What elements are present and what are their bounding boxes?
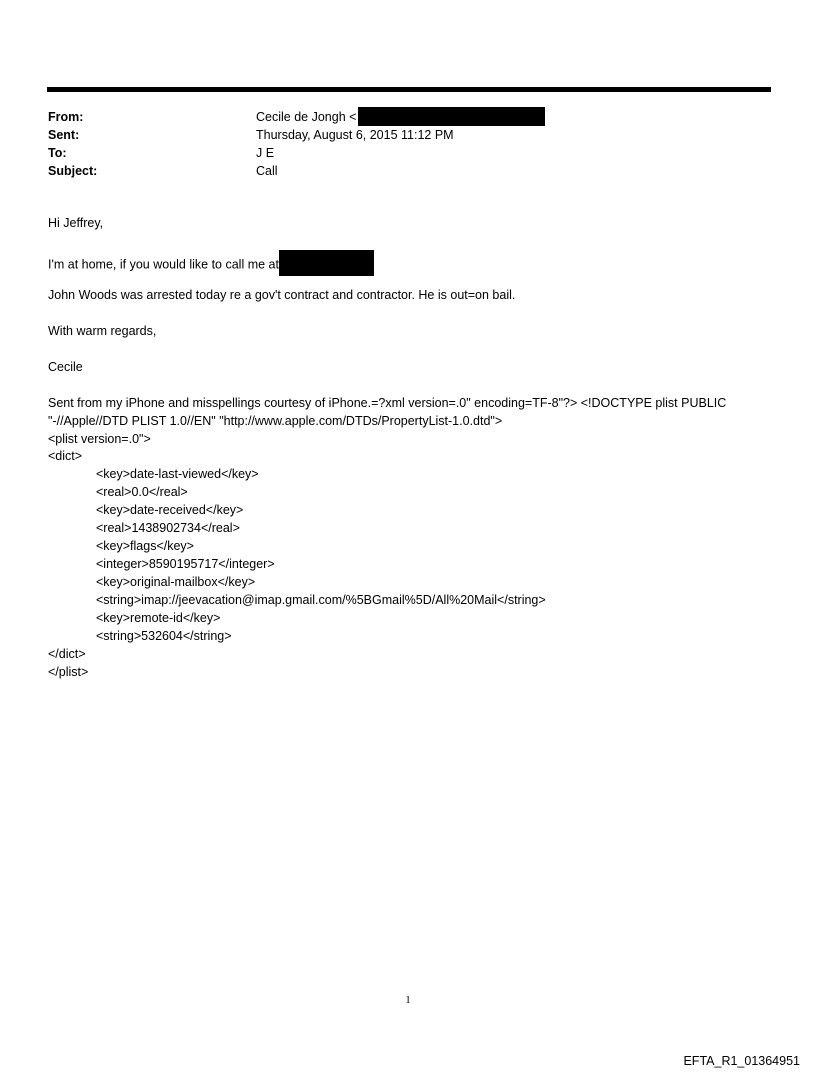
email-header bbox=[48, 108, 768, 180]
subject-label: Subject: bbox=[48, 164, 98, 178]
to-label: To: bbox=[48, 146, 67, 160]
to-row bbox=[48, 144, 768, 162]
from-sender: Cecile de Jongh < bbox=[256, 110, 357, 124]
dict-open: <dict> bbox=[48, 449, 83, 463]
plist-entry: <real>1438902734</real> bbox=[96, 521, 240, 535]
document-id: EFTA_R1_01364951 bbox=[683, 1054, 800, 1068]
redacted-email bbox=[358, 107, 545, 126]
call-paragraph bbox=[48, 252, 374, 278]
news-paragraph: John Woods was arrested today re a gov't contract and contractor. He is out=on bail. bbox=[48, 288, 516, 302]
to-value: J E bbox=[256, 146, 275, 160]
plist-close: </plist> bbox=[48, 665, 89, 679]
plist-entry: <real>0.0</real> bbox=[96, 485, 188, 499]
greeting: Hi Jeffrey, bbox=[48, 216, 104, 230]
sent-from-line-2: "-//Apple//DTD PLIST 1.0//EN" "http://www.apple.com/DTDs/PropertyList-1.0.dtd"> bbox=[48, 414, 503, 428]
plist-open: <plist version=.0"> bbox=[48, 432, 151, 446]
dict-close: </dict> bbox=[48, 647, 86, 661]
sent-label: Sent: bbox=[48, 128, 80, 142]
header-rule bbox=[47, 87, 771, 92]
signature: Cecile bbox=[48, 360, 83, 374]
plist-entry: <key>flags</key> bbox=[96, 539, 194, 553]
plist-entry: <string>imap://jeevacation@imap.gmail.com/%5BGmail%5D/All%20Mail</string> bbox=[96, 593, 546, 607]
call-text: I'm at home, if you would like to call me at bbox=[48, 257, 279, 272]
plist-entry: <key>remote-id</key> bbox=[96, 611, 221, 625]
from-row bbox=[48, 108, 768, 126]
plist-entry: <key>date-last-viewed</key> bbox=[96, 467, 259, 481]
plist-entry: <key>date-received</key> bbox=[96, 503, 244, 517]
sent-value: Thursday, August 6, 2015 11:12 PM bbox=[256, 128, 454, 142]
page-number: 1 bbox=[405, 994, 411, 1006]
redacted-phone bbox=[279, 250, 374, 276]
from-value bbox=[256, 108, 545, 127]
sent-from-line-1: Sent from my iPhone and misspellings courtesy of iPhone.=?xml version=.0" encoding=TF-8"?> <!DOCTYPE plist PUBLIC bbox=[48, 396, 727, 410]
subject-value: Call bbox=[256, 164, 278, 178]
sent-row bbox=[48, 126, 768, 144]
closing: With warm regards, bbox=[48, 324, 157, 338]
plist-entry: <string>532604</string> bbox=[96, 629, 232, 643]
plist-block bbox=[48, 447, 546, 681]
subject-row bbox=[48, 162, 768, 180]
plist-entry: <key>original-mailbox</key> bbox=[96, 575, 256, 589]
from-label: From: bbox=[48, 110, 84, 124]
plist-entry: <integer>8590195717</integer> bbox=[96, 557, 275, 571]
